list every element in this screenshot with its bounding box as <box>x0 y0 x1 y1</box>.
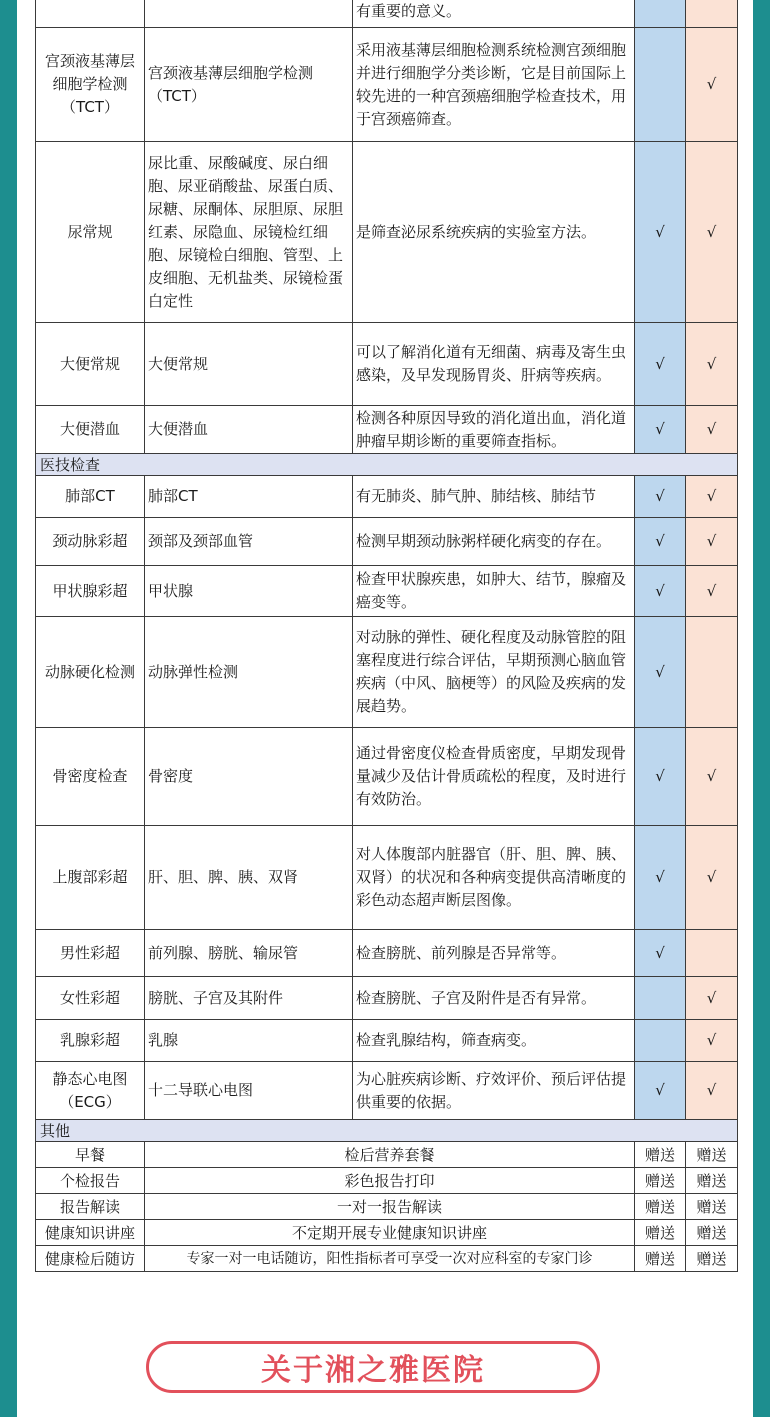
left-border-bar <box>0 0 17 1417</box>
table-row <box>36 476 738 518</box>
male-gift: 赠送 <box>635 1194 686 1220</box>
right-border-bar <box>753 0 770 1417</box>
exam-desc: 检查甲状腺疾患，如肿大、结节，腺瘤及癌变等。 <box>353 566 635 617</box>
table-row <box>36 28 738 142</box>
exam-desc: 对动脉的弹性、硬化程度及动脉管腔的阻塞程度进行综合评估，早期预测心脑血管疾病（中风、脑梗等）的风险及疾病的发展趋势。 <box>353 617 635 728</box>
female-check <box>686 930 738 977</box>
male-check <box>635 977 686 1020</box>
male-gift: 赠送 <box>635 1168 686 1194</box>
exam-items: 大便潜血 <box>145 406 353 454</box>
exam-items <box>145 0 353 28</box>
table-row <box>36 323 738 406</box>
female-check: √ <box>686 826 738 930</box>
female-check: √ <box>686 476 738 518</box>
exam-items: 甲状腺 <box>145 566 353 617</box>
male-check: √ <box>635 476 686 518</box>
exam-items: 宫颈液基薄层细胞学检测（TCT） <box>145 28 353 142</box>
exam-name: 颈动脉彩超 <box>36 518 145 566</box>
female-check: √ <box>686 566 738 617</box>
exam-items: 十二导联心电图 <box>145 1062 353 1120</box>
exam-desc: 可以了解消化道有无细菌、病毒及寄生虫感染，及早发现肠胃炎、肝病等疾病。 <box>353 323 635 406</box>
female-check: √ <box>686 406 738 454</box>
section-header-other <box>36 1120 738 1142</box>
male-gift: 赠送 <box>635 1220 686 1246</box>
exam-items: 骨密度 <box>145 728 353 826</box>
about-hospital-button[interactable]: 关于湘之雅医院 <box>146 1341 600 1393</box>
exam-desc: 为心脏疾病诊断、疗效评价、预后评估提供重要的依据。 <box>353 1062 635 1120</box>
table-row <box>36 566 738 617</box>
male-check <box>635 28 686 142</box>
service-desc: 彩色报告打印 <box>145 1168 635 1194</box>
section-header-medical <box>36 454 738 476</box>
exam-desc: 检查膀胱、前列腺是否异常等。 <box>353 930 635 977</box>
table-row <box>36 142 738 323</box>
exam-desc: 是筛查泌尿系统疾病的实验室方法。 <box>353 142 635 323</box>
table-row <box>36 406 738 454</box>
male-check <box>635 1020 686 1062</box>
table-row <box>36 1168 738 1194</box>
section-title: 医技检查 <box>36 454 738 476</box>
exam-name: 上腹部彩超 <box>36 826 145 930</box>
exam-desc: 通过骨密度仪检查骨质密度，早期发现骨量减少及估计骨质疏松的程度，及时进行有效防治。 <box>353 728 635 826</box>
service-name: 早餐 <box>36 1142 145 1168</box>
checkup-items-table <box>35 0 738 1272</box>
exam-name: 乳腺彩超 <box>36 1020 145 1062</box>
male-check: √ <box>635 930 686 977</box>
exam-name: 动脉硬化检测 <box>36 617 145 728</box>
exam-name: 大便潜血 <box>36 406 145 454</box>
table-row <box>36 1020 738 1062</box>
table-row <box>36 826 738 930</box>
service-name: 报告解读 <box>36 1194 145 1220</box>
table-row <box>36 617 738 728</box>
female-check: √ <box>686 977 738 1020</box>
table-row <box>36 1220 738 1246</box>
female-check: √ <box>686 323 738 406</box>
female-gift: 赠送 <box>686 1220 738 1246</box>
exam-name: 肺部CT <box>36 476 145 518</box>
exam-desc: 检查膀胱、子宫及附件是否有异常。 <box>353 977 635 1020</box>
female-check <box>686 617 738 728</box>
table-row <box>36 728 738 826</box>
exam-name: 静态心电图（ECG） <box>36 1062 145 1120</box>
male-check: √ <box>635 323 686 406</box>
exam-items: 膀胱、子宫及其附件 <box>145 977 353 1020</box>
exam-desc: 有重要的意义。 <box>353 0 635 28</box>
female-gift: 赠送 <box>686 1142 738 1168</box>
male-gift: 赠送 <box>635 1142 686 1168</box>
female-gift: 赠送 <box>686 1194 738 1220</box>
exam-name: 尿常规 <box>36 142 145 323</box>
male-check: √ <box>635 617 686 728</box>
exam-items: 肝、胆、脾、胰、双肾 <box>145 826 353 930</box>
exam-desc: 检查乳腺结构，筛查病变。 <box>353 1020 635 1062</box>
exam-items: 大便常规 <box>145 323 353 406</box>
table-row <box>36 1062 738 1120</box>
table-row <box>36 0 738 28</box>
exam-name: 大便常规 <box>36 323 145 406</box>
service-name: 健康知识讲座 <box>36 1220 145 1246</box>
female-check: √ <box>686 28 738 142</box>
male-gift: 赠送 <box>635 1246 686 1272</box>
female-gift: 赠送 <box>686 1168 738 1194</box>
female-check: √ <box>686 1062 738 1120</box>
table-row <box>36 930 738 977</box>
table-row <box>36 518 738 566</box>
exam-desc: 对人体腹部内脏器官（肝、胆、脾、胰、双肾）的状况和各种病变提供高清晰度的彩色动态超声断层图像。 <box>353 826 635 930</box>
male-check: √ <box>635 518 686 566</box>
exam-items: 颈部及颈部血管 <box>145 518 353 566</box>
male-check <box>635 0 686 28</box>
exam-desc: 采用液基薄层细胞检测系统检测宫颈细胞并进行细胞学分类诊断，它是目前国际上较先进的一种宫颈癌细胞学检查技术，用于宫颈癌筛查。 <box>353 28 635 142</box>
service-desc: 不定期开展专业健康知识讲座 <box>145 1220 635 1246</box>
exam-items: 动脉弹性检测 <box>145 617 353 728</box>
exam-name: 甲状腺彩超 <box>36 566 145 617</box>
female-gift: 赠送 <box>686 1246 738 1272</box>
exam-items: 肺部CT <box>145 476 353 518</box>
exam-name: 骨密度检查 <box>36 728 145 826</box>
female-check: √ <box>686 728 738 826</box>
table-row <box>36 1142 738 1168</box>
exam-name: 男性彩超 <box>36 930 145 977</box>
service-name: 个检报告 <box>36 1168 145 1194</box>
exam-desc: 检测各种原因导致的消化道出血，消化道肿瘤早期诊断的重要筛查指标。 <box>353 406 635 454</box>
female-check: √ <box>686 518 738 566</box>
table-row <box>36 977 738 1020</box>
female-check: √ <box>686 1020 738 1062</box>
service-desc: 专家一对一电话随访，阳性指标者可享受一次对应科室的专家门诊 <box>145 1246 635 1272</box>
table-row <box>36 1194 738 1220</box>
exam-items: 尿比重、尿酸碱度、尿白细胞、尿亚硝酸盐、尿蛋白质、尿糖、尿酮体、尿胆原、尿胆红素、尿隐血、尿镜检红细胞、尿镜检白细胞、管型、上皮细胞、无机盐类、尿镜检蛋白定性 <box>145 142 353 323</box>
table-row <box>36 1246 738 1272</box>
male-check: √ <box>635 142 686 323</box>
male-check: √ <box>635 406 686 454</box>
male-check: √ <box>635 1062 686 1120</box>
exam-name <box>36 0 145 28</box>
exam-items: 前列腺、膀胱、输尿管 <box>145 930 353 977</box>
service-desc: 检后营养套餐 <box>145 1142 635 1168</box>
exam-items: 乳腺 <box>145 1020 353 1062</box>
exam-desc: 检测早期颈动脉粥样硬化病变的存在。 <box>353 518 635 566</box>
exam-name: 女性彩超 <box>36 977 145 1020</box>
female-check: √ <box>686 142 738 323</box>
exam-desc: 有无肺炎、肺气肿、肺结核、肺结节 <box>353 476 635 518</box>
male-check: √ <box>635 826 686 930</box>
service-desc: 一对一报告解读 <box>145 1194 635 1220</box>
male-check: √ <box>635 566 686 617</box>
female-check <box>686 0 738 28</box>
male-check: √ <box>635 728 686 826</box>
service-name: 健康检后随访 <box>36 1246 145 1272</box>
exam-name: 宫颈液基薄层细胞学检测（TCT） <box>36 28 145 142</box>
section-title: 其他 <box>36 1120 738 1142</box>
